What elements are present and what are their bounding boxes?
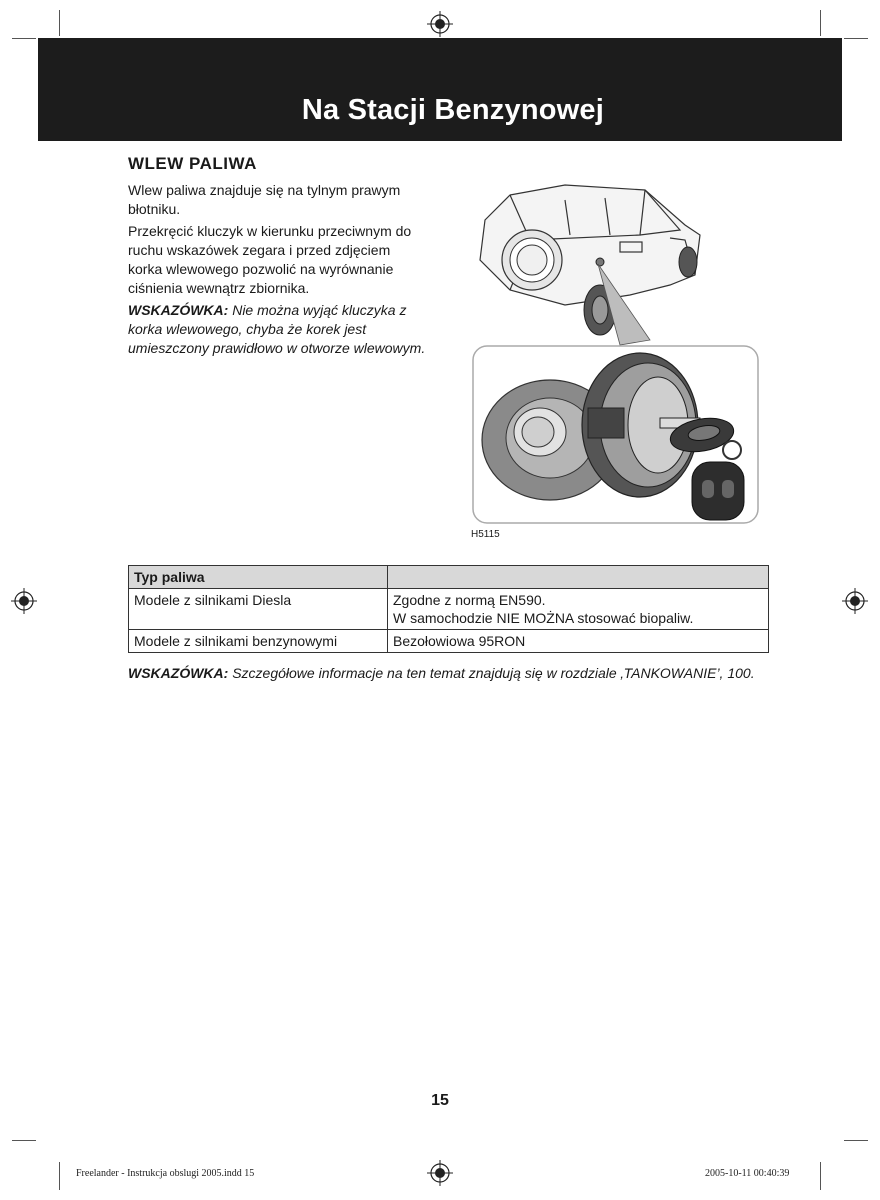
crop-mark — [844, 38, 868, 39]
slug-timestamp: 2005-10-11 00:40:39 — [705, 1168, 790, 1179]
crop-mark — [820, 1162, 821, 1190]
crop-mark — [59, 10, 60, 36]
note-label: WSKAZÓWKA: — [128, 665, 229, 681]
fuel-spec-line: Bezołowiowa 95RON — [393, 633, 526, 649]
fuel-spec-cell — [388, 589, 769, 630]
fuel-filler-illustration — [470, 180, 762, 526]
fuel-spec-cell — [388, 630, 769, 653]
page-number: 15 — [431, 1092, 449, 1109]
crop-mark — [12, 1140, 36, 1141]
crop-mark — [12, 38, 36, 39]
section-heading: WLEW PALIWA — [128, 154, 257, 173]
slug-filename: Freelander - Instrukcja obslugi 2005.indd 15 — [76, 1168, 255, 1179]
header-band — [38, 38, 842, 141]
crop-mark — [820, 10, 821, 36]
fuel-type-table — [128, 565, 769, 653]
fuel-spec-line: Zgodne z normą EN590. — [393, 592, 546, 608]
registration-mark-icon — [427, 1160, 453, 1186]
registration-mark-icon — [11, 588, 37, 614]
figure-code: H5115 — [471, 529, 500, 540]
paragraph: Przekręcić kluczyk w kierunku przeciwnym do ruchu wskazówek zegara i przed zdjęciem korka wlewowego pozwolić na wyrównanie ciśnienia wewnątrz zbiornika. — [128, 223, 412, 296]
fuel-model-cell: Modele z silnikami Diesla — [129, 589, 388, 630]
registration-mark-icon — [842, 588, 868, 614]
registration-mark-icon — [427, 11, 453, 37]
note-label: WSKAZÓWKA: — [128, 302, 229, 318]
table-header-row — [129, 566, 769, 589]
note — [128, 301, 428, 358]
table-row — [129, 630, 769, 653]
bottom-note — [128, 665, 788, 681]
table-header-cell: Typ paliwa — [129, 566, 388, 589]
fuel-model-cell: Modele z silnikami benzynowymi — [129, 630, 388, 653]
crop-mark — [59, 1162, 60, 1190]
note-text: Szczegółowe informacje na ten temat znajdują się w rozdziale ‚TANKOWANIE’, 100. — [228, 665, 755, 681]
page-title: Na Stacji Benzynowej — [301, 94, 604, 126]
crop-mark — [844, 1140, 868, 1141]
note-text: Nie można wyjąć kluczyka z korka wlewowego, chyba że korek jest umieszczony prawidłowo w otworze wlewowym. — [128, 302, 426, 356]
table-header-cell — [388, 566, 769, 589]
fuel-spec-line: W samochodzie NIE MOŻNA stosować biopaliw. — [393, 610, 694, 626]
table-row — [129, 589, 769, 630]
paragraph: Wlew paliwa znajduje się na tylnym prawym błotniku. — [128, 182, 401, 217]
